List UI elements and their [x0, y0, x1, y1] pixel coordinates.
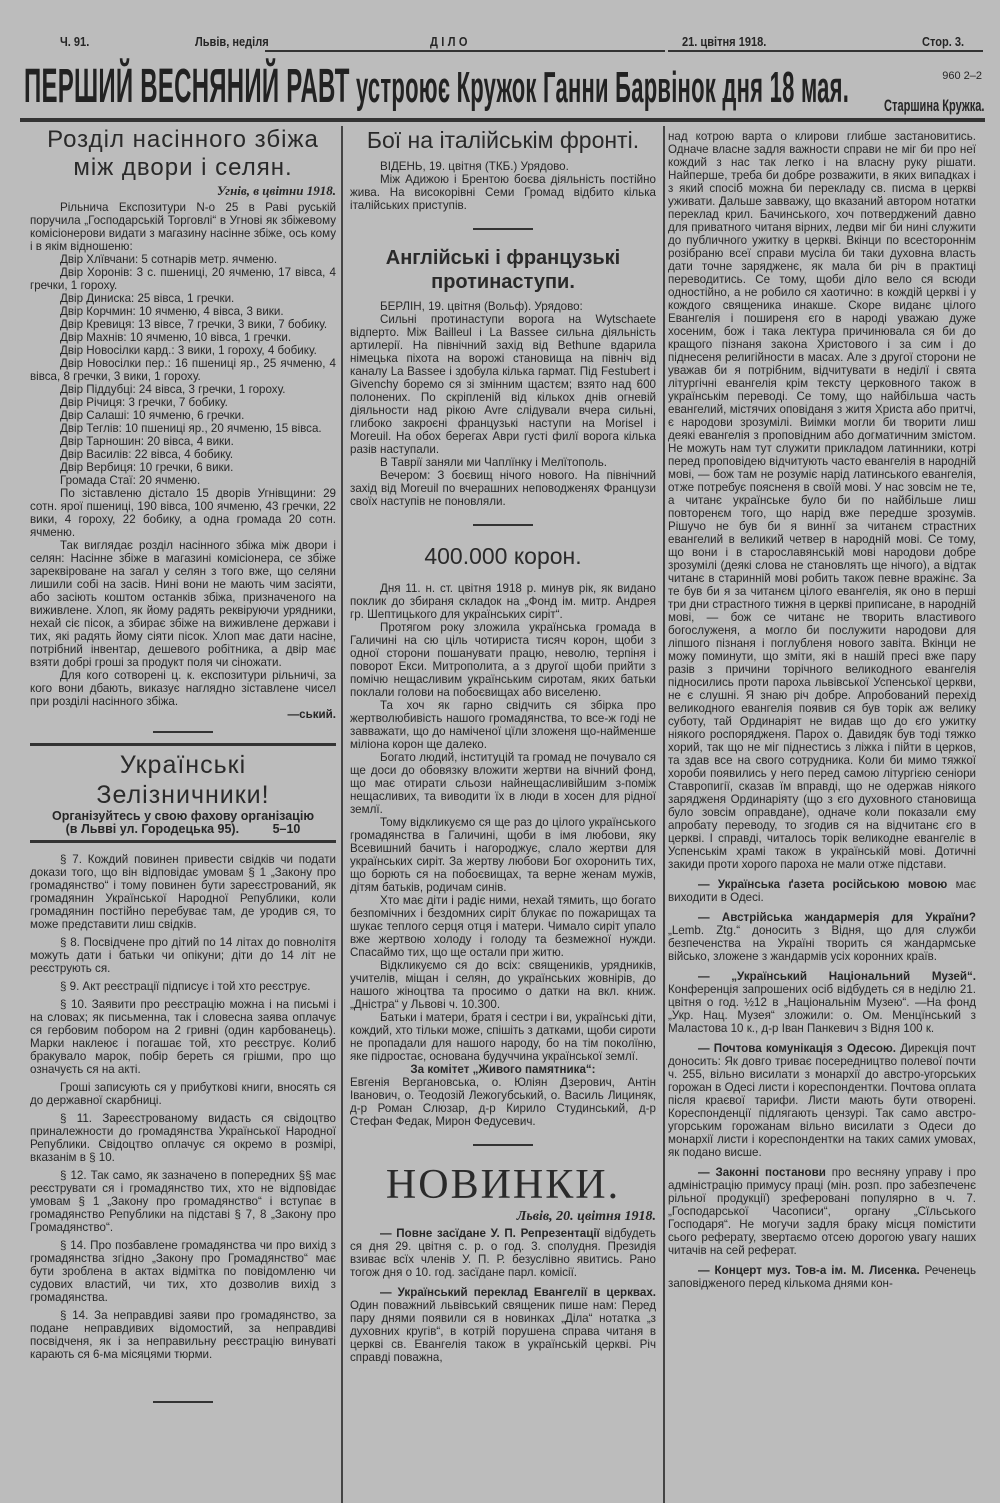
paragraph: Двір Хлївчани: 5 сотнарів метр. ячменю. [60, 253, 278, 266]
paragraph: Двір Тарношин: 20 вівса, 4 вики. [60, 435, 234, 448]
news-items [668, 130, 976, 1290]
column-rule [663, 126, 665, 1503]
committee-members: Евгенія Вергановська, о. Юліян Дзерович, Антін Іванович, о. Теодозій Лежогубський, о. Василь Лициняк, д-р Роман Слюзар, д-р Кирило Студинський, д-р Стефан Федак, Мирон Федусевич. [350, 1076, 656, 1128]
paragraph: Та хоч як гарно свідчить ся збірка про жертволюбивість нашого громадянства, то все-ж годі не завважати, що до наміченої цїли зложеня що-найменше міліона корон ще далеко. [350, 699, 656, 751]
page-number: Стор. 3. [922, 34, 965, 49]
banner-ad [24, 62, 849, 113]
issue-date: 21. цвітня 1918. [682, 34, 767, 49]
paragraph: Вечером: З боєвищ нічого нового. На північний захід від Moreuil по вчерашних неповодженях Французи своїх наступів не поновляли. [350, 469, 656, 508]
paragraph: Двір Василів: 22 вівса, 4 бобику. [60, 448, 234, 461]
paragraph: Двір Теглів: 10 пшениці яр., 20 ячменю, 15 вівса. [60, 422, 322, 435]
paragraph: Відкликуємо ся до всіх: священиків, урядників, учителів, міщан і селян, до українських жовнірів, до нашого жіноцтва та просимо о датки на вкл. книж. „Дністра“ у Львові ч. 10.300. [350, 959, 656, 1011]
divider [153, 731, 213, 733]
article-body [350, 582, 656, 1063]
dateline: Угнів, в цвітни 1918. [216, 183, 336, 198]
paragraph: Так виглядає розділ насінного збіжа між двори і селян: Насінне збіже в магазині комісіонера, се збіже зареквіроване на загал у селян з того вже, що селяни лишили собі на засів. Нині вони не мають чим засіяти, або засіють коштом останків збіжа, призначеного на виживлене. Хлоп, як йому радять реквіруючи урядники, нехай сіє пісок, а збирає збіже на виживлене держави і тих, які радять йому сіяти пісок. Хлоп має дати насіне, потрібний інвентар, дешевого робітника, а двір має взяти добрі гроші за продукт поля чи сіножати. [30, 539, 336, 669]
paragraph: Тому відкликуємо ся ще раз до цілого українського громадянства в Галичині, щоби в імя любови, яку Всевишний бачить і нагороджує, слало жертви для українських сиріт. За жертву любови Бог охоронить тих, що борють ся на побоєвищах, та верне женам мужів, дітям батьків, родичам синів. [350, 816, 656, 894]
news-item [668, 130, 976, 871]
paragraph: Двір Новосілки пер.: 16 пшениці яр., 25 ячменю, 4 вівса, 8 гречки, 3 вики, 1 гороху. [30, 357, 336, 383]
paragraph: Для кого сотворені ц. к. експозитури рільничі, за кого вони дбають, виказує наглядно зіставлене чисел при розділі насінного збіжа. [30, 669, 336, 708]
article-title: Бої на італійськім фронті. [366, 127, 640, 153]
news-item [668, 1042, 976, 1159]
news-item-text: про весняну управу і про адміністрацію примусу праці (мін. розп. про забезпеченє рільної продукції) зреферовані популярно в ч. 7. „Господарської Часописи“, органу „Сїльського Господаря“. Не могучи задля браку місця помістити сього реферату, звертаємо отсею дорогою увагу наших читачів на сей реферат. [668, 1166, 976, 1257]
ad-line: Організуйтесь у свою фахову організацію [51, 809, 315, 823]
news-item [668, 1166, 976, 1257]
news-item-heading: — Концерт муз. Тов-а ім. М. Лисенка. [698, 1264, 920, 1277]
news-item-text: має виходити в Одесі. [668, 878, 976, 904]
paragraph: ВІДЕНЬ, 19. цвітня (ТКБ.) Урядово. [380, 160, 569, 173]
column-3 [668, 130, 976, 1297]
news-item-text: Реченець заповідженого перед кількома днями кон- [668, 1264, 976, 1290]
divider [153, 1401, 213, 1403]
news-item-heading: — Законні постанови [698, 1166, 826, 1179]
paragraph: Батьки і матери, братя і сестри і ви, українські діти, кождий, хто тільки може, спішіть з датками, щоби сироти не пропадали для нашого народу, бо на тім поколїню, яке підростає, основана будуччина української землї. [350, 1011, 656, 1063]
paragraph: Хто має діти і радіє ними, нехай тямить, що богато безпомічних і бездомних сиріт блукає по пожарищах та шукає теплого серця отця і матери. Чимало сиріт упало вже жертвою холоду і голоду та безмежної нужди. Спасаймо тих, що ще остали при житю. [350, 894, 656, 959]
paragraph: Рільнича Експозитури N-о 25 в Раві руській поручила „Господарській Торговлі“ в Угнові як збіжевому комісіонерови видати з магазину насінне збіже, ось кому і в якім відношеню: [30, 201, 336, 253]
paragraph: § 12. Так само, як зазначено в попередних §§ має реєструвати ся і громадянство тих, хто не відповідає умовам § 1 „Закону про громадянство“ і вступає в громадянство Републики на підставі § 7, 8 „Закону про Громадянство“. [30, 1169, 336, 1234]
paragraph: Гроші записують ся у прибуткові книги, вносять ся до державної скарбниці. [30, 1081, 336, 1107]
paragraph: Двір Корчмин: 10 ячменю, 4 вівса, 3 вики. [60, 305, 284, 318]
paragraph: По зіставленю дістало 15 дворів Угнівщини: 29 сотн. ярої пшениці, 190 вівса, 100 ячменю, 43 гречки, 22 вики, 4 гороху, 22 бобику, а одна громада 20 сотн. ячменю. [30, 487, 336, 539]
article-body [30, 201, 336, 708]
news-item-text: Конференція запрошених осіб відбудеть ся в неділю 21. цвітня о год. ½12 в „Національнім Музею“. —На фонд „Укр. Нац. Музея“ зложили: о. Ом. Менцїнський з Маластова 10 к., д-р Іван Панкевич з Відня 100 к. [668, 983, 976, 1035]
article-body [350, 300, 656, 508]
news-item-heading: — Почтова комунікація з Одесою. [698, 1042, 897, 1055]
article-author: —ський. [287, 708, 336, 721]
divider [473, 228, 533, 230]
news-item [350, 1227, 656, 1279]
paragraph: Протягом року зложила українська громада в Галичині на сю ціль чотириста тисяч корон, щоби з одної сторони пошанувати працю, неволю, терпіня і поворот Екси. Митрополита, а з другої щоби прийти з помічю нещасливим українським сиротам, яких батьки поклали голови на побоєвищах або виселеню. [350, 621, 656, 699]
article-body [30, 853, 336, 1361]
banner-signature: Старшина Кружка. [883, 96, 984, 115]
paragraph: Двір Вербиця: 10 гречки, 6 вики. [60, 461, 234, 474]
news-section-title: НОВИНКИ. [385, 1162, 621, 1208]
banner-code: 960 2–2 [942, 70, 982, 82]
ad-title: Українські Зелізничники! [96, 751, 270, 809]
article-title: Англійські і французькі протинаступи. [385, 247, 621, 293]
paragraph: Богато людий, інституцій та громад не почувало ся ще доси до обовязку вложити жертви на вічний фонд, що має отирати сльози найнещасливійшим з-поміж нещасливих, та виводити їх в люди в хосен для рідної землї. [350, 751, 656, 816]
paragraph: Двір Кревиця: 13 вівсе, 7 гречки, 3 вики, 7 бобику. [60, 318, 328, 331]
news-item-text: „Lemb. Ztg.“ доносить з Відня, що для служби безпеченства на Україні творить ся жандармське військо, зложене з жандармів усіх коронних країв. [668, 924, 976, 963]
news-item-text: відбудеть ся дня 29. цвітня с. р. о год. 3. сполудня. Президія взиває всїх членів У. П. Р. безуслівно явитись. Рано тогож дня о 10. год. засїдане парл. комісії. [350, 1227, 656, 1279]
news-item [668, 878, 976, 904]
paragraph: Дня 11. н. ст. цвітня 1918 р. минув рік, як видано поклик до збираня складок на „Фонд ім. митр. Андрея гр. Шептицького для українських сиріт“. [350, 582, 656, 621]
divider [473, 524, 533, 526]
paragraph: § 11. Зареєстрованому видасть ся свідоцтво приналежности до громадянства Української Народної Републики. Свідоцтво оплачує ся окремо в розмірі, вказанім в § 10. [30, 1112, 336, 1164]
newspaper-name: ДІЛО [430, 34, 471, 49]
column-2 [350, 126, 656, 1371]
ad-rule [30, 743, 336, 746]
article-title: Розділ насінного збіжа між двори і селян. [47, 126, 319, 181]
issue-number: Ч. 91. [60, 34, 90, 49]
dateline: Львів, 20. цвітня 1918. [516, 1209, 656, 1224]
paragraph: § 9. Акт реєстрації підписує і той хто реєструє. [60, 980, 311, 993]
ad-address: (в Львві ул. Городецька 95). [65, 822, 240, 836]
news-item [668, 1264, 976, 1290]
paragraph: Двір Новосілки кард.: 3 вики, 1 гороху, 4 бобику. [60, 344, 317, 357]
paragraph: Двір Річиця: 3 гречки, 7 бобику. [60, 396, 228, 409]
news-item-heading: — Повне засїдане У. П. Репрезентації [380, 1227, 600, 1240]
paragraph: § 14. Про позбавлене громадянства чи про вихід з громадянства згідно „Закону про Громадянство“ має бути зроблена в актах відмітка по повідомленю чи судових властий, чи тих, хто дозволив вихід з громадянства. [30, 1239, 336, 1304]
paragraph: § 7. Кождий повинен привести свідків чи подати докази того, що він відповідає умовам § 1 „Закону про громадянство“ і тому повинен бути зареєстрований, як громадянин Української Народної Републики, коли громадянин постійно перебуває там, де уродив ся, то може представити лиш свідків. [30, 853, 336, 931]
news-item-heading: — Український переклад Евангелії в церквах. [380, 1286, 656, 1299]
news-item [350, 1286, 656, 1364]
banner-bold: ПЕРШИЙ ВЕСНЯНИЙ РАВТ [24, 60, 350, 113]
banner-text: устроює Кружок Ганни Барвінок дня 18 мая. [355, 63, 850, 112]
header-rule [265, 50, 665, 52]
committee-title: За комітет „Живого памятника“: [410, 1063, 596, 1076]
news-item-text: над котрою варта о клирови глибше застановитись. Одначе власне задля важности справи не міг би про неї кождий з нас так легко і на власну руку рішати. Найперше, треба би добре розважити, в яких випадках і з який спосіб можна би перекладу св. писма в церкві уживати. Дальше завважу, що вказаний автором нотатки переклад крил. Бачинського, хоч потверджений давно для приватного читаня вірних, ледви міг би нині служити до публичного ужитку в церкві. Вкінци по всестороннім розібраню всеї справи мусіла би таки духовна власть дати точне зарядженє, як мала би річ в практиці переводитись. Се тому, щоби діло вело ся всюди одностійно, а не робило ся хаотично: в кождій церкві і у кождого священика инакше. Скоре виданє цілого Евангелія і поширеня єго в народі уважаю дуже хосеним, бож і така лектура причинювала ся би до кращого пізнаня закона Христового і за сим і до піднесеня религійности в масах. Але з другої сторони не уважав би я потрібним, відчитувати в неділї і свята літургічні евангелія крім тексту церковного також в українськім переводі. Се тому, що найбільша часть евангелий, містячих оповіданя з житя Христа або притчі, є народови зрозумілі. Виімки могли би творити лиш деякі евангелія з проповідним або догматичним змістом. Не можуть нам тут служити прикладом латинники, котрі перед проповідею відчитують часто евангелія в народній мові, — бож там не розуміє нарід латинського евангелія, отже потребує поясненя в своїй мові. У нас зовсім не те, а читанє українське було би по найбільше лиш повторенєм того, що нарід вже передше зрозумів. Рішучо не був би я виннї за читанєм страстних евангелий в великий четвер в народній мові. Се тому, що вони і в старославянській мові народови добре зрозумілі (деякі слова не становлять ще нічого), а відтак читанє в старинній мові робить також певне вражінє. За те був би я за читанєм цілого евангелія, як оно в перші три дни страстного тижня в церкві приписане, в народній мові, — бож се читанє не творить властивого богослуженя, а могло би послужити народови для ліпшого пізнаня і поглубленя нового завіта. Вкінци не можу поминути, що зміти, які в нашій пресі вже пару разів з причини торічного великодного евангелія підносились проти пароха львівської Успенської церкви, не є слушні. Я знаю річ добре. Апробований перехід великодного евангелія появив ся був торік аж велику суботу, тай Ординаріят не видав що до єго ужитку ніякого роспорядженя. Парох о. Давидяк був тоді тяжко хорий, так що не міг піднестись з ліжка і пійти в церков, та здав все на свого сотрудника. Коли би мимо тяжкої хороби появились у него перед самою літургією сеніори Ставропигії, сказав їм вправді, що не одержав ніякого зарядженя Ординаріяту (що з єго духовного становища було зовсім оправдане), одначе коли показали єму апробату переводу, то згодив ся на відчитанє єго в церкві. І справді, читалось торік великодне евангеліє в Успенськім храмі також в українській мові. Дотичні закиди проти хорого пароха не мали отже підстави. [668, 130, 976, 871]
news-item [668, 911, 976, 963]
paragraph: § 8. Посвідчене про дітий по 14 літах до повнолітя можуть дати і батьки чи опікуни; діти до 14 літ не реєструють ся. [30, 936, 336, 975]
paragraph: Громада Стаї: 20 ячменю. [60, 474, 201, 487]
paragraph: § 10. Заявити про реєстрацію можна і на письмі і на словах; як письменна, так і словесна заява оплачує ся гербовим побором на 2 гривні (один карбованець). Марки наклеює і погашає той, хто реєструє. Колиб бракувало марок, побір береть ся грішми, про що означуєть ся на акті. [30, 998, 336, 1076]
ad-rule [30, 840, 336, 843]
column-1 [30, 126, 336, 1413]
news-item-heading: — Австрійська жандармерія для України? [698, 911, 976, 924]
paragraph: Сильні протинаступи ворога на Wytschaete відперто. Між Bailleul і La Bassee сильна діяльність артилерії. На північний захід від Bethune вдарила німецька піхота на ворожі становища на північ від каналу La Bassee і здобула кілька гармат. Під Festubert і Givenchy боремо ся зі змінним щастєм; взято над 600 полонених. По скріпленій від кількох днів огневій діяльности над рікою Avre слідували вчера сильні, глибоко закроєні французькі наступи на Morisel і Moreuil. На обох берегах Аври густі филї ворога кілька разів наступали. [350, 313, 656, 456]
news-item-text: Дирекція почт доносить: Як довго триває посередництво полевої почти ч. 255, вільно висилати з монархії до австро-угорських горожан в Одесі листи і кореспондентки. Почтова оплата після краєвої тарифи. Листи мають бути отворені. Кореспонденції підлягають цензурі. Так само австро-угорським горожанам вільно висилати з Одеси до монархії листи і кореспондентки на таких самих умовах, як подано висше. [668, 1042, 976, 1159]
paragraph: § 14. За неправдиві заяви про громадянство, за подане неправдивих відомостий, за неправдиві посвідченя, як і за неправильну реєстрацію винуваті карають ся 6-ма місяцями тюрми. [30, 1309, 336, 1361]
paragraph: Двір Диниска: 25 вівса, 1 гречки. [60, 292, 235, 305]
news-item-text: Один поважний львівський священик пише нам: Перед пару днями появили ся в новинках „Діла“ нотатка „з духовних кругів“, в котрій порушена справа читаня в церкві св. Евангелія також в українській церкві. Річ справді поважна, [350, 1299, 656, 1364]
article-title: 400.000 корон. [424, 543, 582, 569]
news-items [350, 1227, 656, 1364]
paragraph: Двір Хоронів: 3 с. пшениці, 20 ячменю, 17 вівса, 4 гречки, 1 гороху. [30, 266, 336, 292]
news-item-heading: — „Український Національний Музей“. [698, 970, 976, 983]
banner-rule [20, 118, 985, 122]
place-day: Львів, неділя [195, 34, 269, 49]
divider [473, 1144, 533, 1146]
header-rule [668, 50, 983, 52]
paragraph: Між Адижою і Брентою боєва діяльність постійно жива. На високорівні Семи Громад відбито кілька італійських приступів. [350, 173, 656, 212]
news-item-heading: — Українська ґазета російською мовою [698, 878, 948, 891]
column-rule [341, 126, 343, 1503]
paragraph: Двір Махнів: 10 ячменю, 10 вівса, 1 гречки. [60, 331, 292, 344]
railway-ad [30, 750, 336, 836]
paragraph: Двір Салаші: 10 ячменю, 6 гречки. [60, 409, 245, 422]
ad-code: 5–10 [272, 822, 301, 836]
paragraph: Двір Піддубці: 24 вівса, 3 гречки, 1 гороху. [60, 383, 286, 396]
paragraph: БЕРЛІН, 19. цвітня (Вольф). Урядово: [380, 300, 583, 313]
article-body [350, 160, 656, 212]
paragraph: В Таврії заняли ми Чаплїнку і Мелїтополь. [380, 456, 607, 469]
news-item [668, 970, 976, 1035]
